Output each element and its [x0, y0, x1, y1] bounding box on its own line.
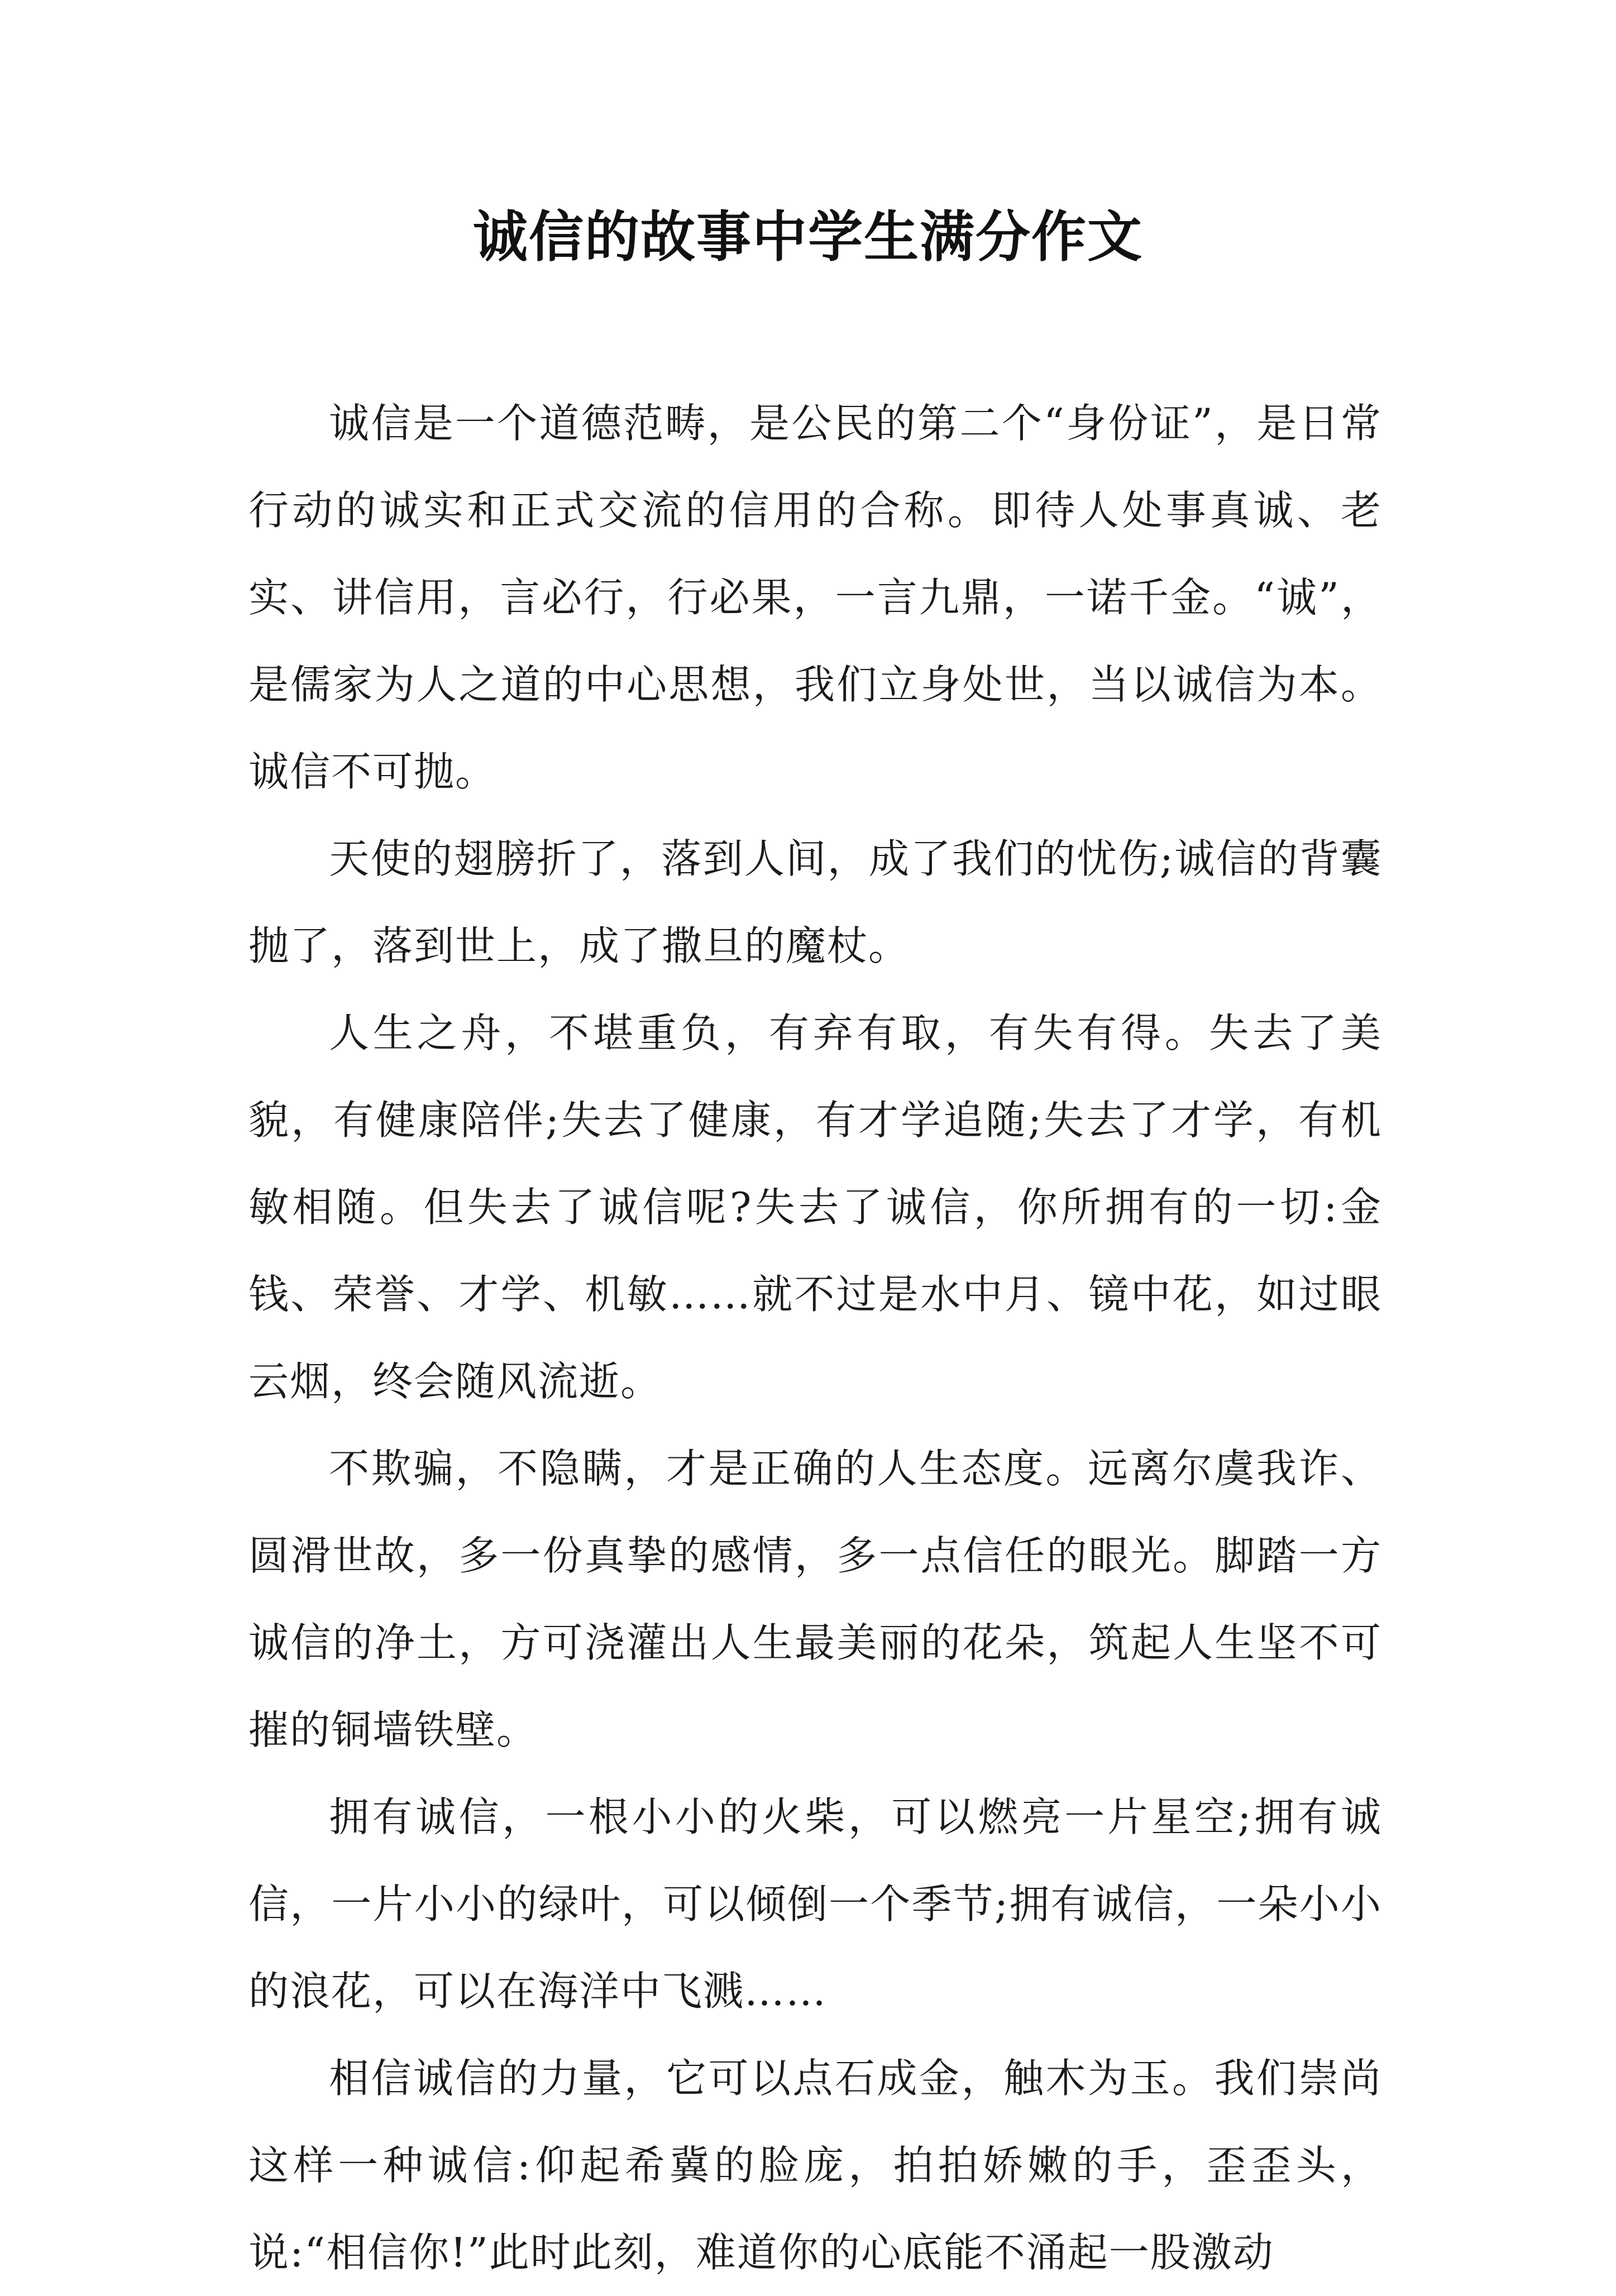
paragraph-1: 诚信是一个道德范畴，是公民的第二个“身份证”，是日常行动的诚实和正式交流的信用的合称。即待人处事真诚、老实、讲信用，言必行，行必果，一言九鼎，一诺千金。“诚”，是儒家为人之道的中心思想，我们立身处世，当以诚信为本。诚信不可抛。 — [248, 400, 1382, 795]
paragraph-3: 人生之舟，不堪重负，有弃有取，有失有得。失去了美貌，有健康陪伴;失去了健康，有才学追随;失去了才学，有机敏相随。但失去了诚信呢?失去了诚信，你所拥有的一切:金钱、荣誉、才学、机敏……就不过是水中月、镜中花，如过眼云烟，终会随风流逝。 — [248, 1010, 1382, 1405]
document-title: 诚信的故事中学生满分作文 — [472, 205, 1143, 269]
paragraph-5: 拥有诚信，一根小小的火柴，可以燃亮一片星空;拥有诚信，一片小小的绿叶，可以倾倒一个季节;拥有诚信，一朵小小的浪花，可以在海洋中飞溅…… — [248, 1793, 1382, 2015]
paragraph-4: 不欺骗，不隐瞒，才是正确的人生态度。远离尔虞我诈、圆滑世故，多一份真挚的感情，多一点信任的眼光。脚踏一方诚信的净土，方可浇灌出人生最美丽的花朵，筑起人生坚不可摧的铜墙铁壁。 — [248, 1445, 1382, 1753]
paragraph-6: 相信诚信的力量，它可以点石成金，触木为玉。我们崇尚这样一种诚信:仰起希冀的脸庞，拍拍娇嫩的手，歪歪头，说:“相信你!”此时此刻，难道你的心底能不涌起一股激动 — [248, 2055, 1382, 2276]
paragraph-2: 天使的翅膀折了，落到人间，成了我们的忧伤;诚信的背囊抛了，落到世上，成了撒旦的魔杖。 — [248, 835, 1382, 969]
document-body — [248, 380, 1382, 2296]
